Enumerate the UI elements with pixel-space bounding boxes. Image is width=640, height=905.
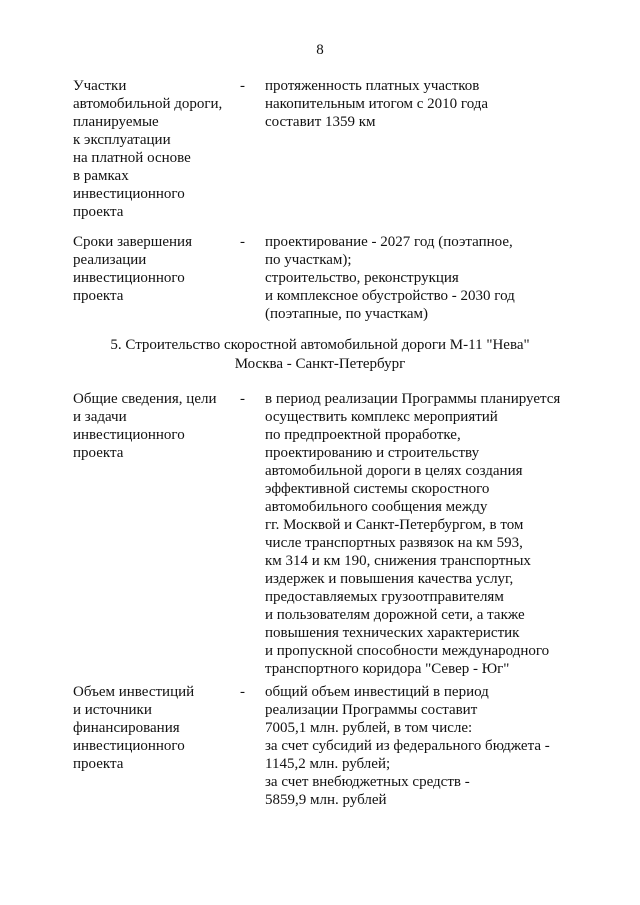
toll-sections-value: [265, 77, 575, 131]
value-line: и пользователям дорожной сети, а также: [265, 607, 525, 623]
separator-dash: -: [240, 78, 245, 94]
completion-dates-label: [73, 233, 233, 305]
value-line: (поэтапные, по участкам): [265, 306, 429, 322]
value-line: в период реализации Программы планируется: [265, 391, 561, 407]
label-line: автомобильной дороги,: [73, 96, 223, 112]
separator-dash: -: [240, 391, 245, 407]
value-line: накопительным итогом с 2010 года: [265, 96, 489, 112]
value-line: 5859,9 млн. рублей: [265, 792, 387, 808]
section-heading: [0, 336, 640, 374]
label-line: проекта: [73, 445, 124, 461]
label-line: проекта: [73, 756, 124, 772]
label-line: финансирования: [73, 720, 180, 736]
label-line: инвестиционного: [73, 427, 185, 443]
value-line: 7005,1 млн. рублей, в том числе:: [265, 720, 473, 736]
label-line: планируемые: [73, 114, 159, 130]
value-line: за счет субсидий из федерального бюджета -: [265, 738, 550, 754]
label-line: Участки: [73, 78, 127, 94]
value-line: и комплексное обустройство - 2030 год: [265, 288, 515, 304]
general-info-value: [265, 390, 575, 678]
value-line: протяженность платных участков: [265, 78, 480, 94]
page-number: 8: [316, 42, 324, 58]
label-line: реализации: [73, 252, 147, 268]
value-line: составит 1359 км: [265, 114, 376, 130]
value-line: км 314 и км 190, снижения транспортных: [265, 553, 531, 569]
label-line: инвестиционного: [73, 186, 185, 202]
value-line: по предпроектной проработке,: [265, 427, 461, 443]
section-heading-line: Москва - Санкт-Петербург: [234, 356, 406, 372]
label-line: и задачи: [73, 409, 127, 425]
label-line: инвестиционного: [73, 738, 185, 754]
value-line: транспортного коридора "Север - Юг": [265, 661, 510, 677]
completion-dates-value: [265, 233, 575, 323]
value-line: предоставляемых грузоотправителям: [265, 589, 504, 605]
label-line: инвестиционного: [73, 270, 185, 286]
label-line: на платной основе: [73, 150, 191, 166]
investment-volume-label: [73, 683, 233, 773]
label-line: к эксплуатации: [73, 132, 171, 148]
label-line: Сроки завершения: [73, 234, 192, 250]
value-line: реализации Программы составит: [265, 702, 478, 718]
label-line: и источники: [73, 702, 152, 718]
label-line: Общие сведения, цели: [73, 391, 217, 407]
general-info-label: [73, 390, 233, 462]
value-line: автомобильного сообщения между: [265, 499, 488, 515]
toll-sections-label: [73, 77, 233, 221]
value-line: числе транспортных развязок на км 593,: [265, 535, 523, 551]
value-line: общий объем инвестиций в период: [265, 684, 489, 700]
value-line: и пропускной способности международного: [265, 643, 550, 659]
value-line: по участкам);: [265, 252, 352, 268]
value-line: строительство, реконструкция: [265, 270, 459, 286]
value-line: издержек и повышения качества услуг,: [265, 571, 514, 587]
value-line: повышения технических характеристик: [265, 625, 520, 641]
section-heading-line: 5. Строительство скоростной автомобильной дороги М-11 "Нева": [110, 337, 530, 353]
value-line: эффективной системы скоростного: [265, 481, 490, 497]
value-line: гг. Москвой и Санкт-Петербургом, в том: [265, 517, 524, 533]
investment-volume-value: [265, 683, 575, 809]
value-line: проектированию и строительству: [265, 445, 480, 461]
label-line: проекта: [73, 204, 124, 220]
separator-dash: -: [240, 684, 245, 700]
value-line: за счет внебюджетных средств -: [265, 774, 470, 790]
value-line: проектирование - 2027 год (поэтапное,: [265, 234, 513, 250]
label-line: в рамках: [73, 168, 129, 184]
value-line: автомобильной дороги в целях создания: [265, 463, 523, 479]
label-line: Объем инвестиций: [73, 684, 195, 700]
value-line: осуществить комплекс мероприятий: [265, 409, 498, 425]
value-line: 1145,2 млн. рублей;: [265, 756, 391, 772]
separator-dash: -: [240, 234, 245, 250]
label-line: проекта: [73, 288, 124, 304]
